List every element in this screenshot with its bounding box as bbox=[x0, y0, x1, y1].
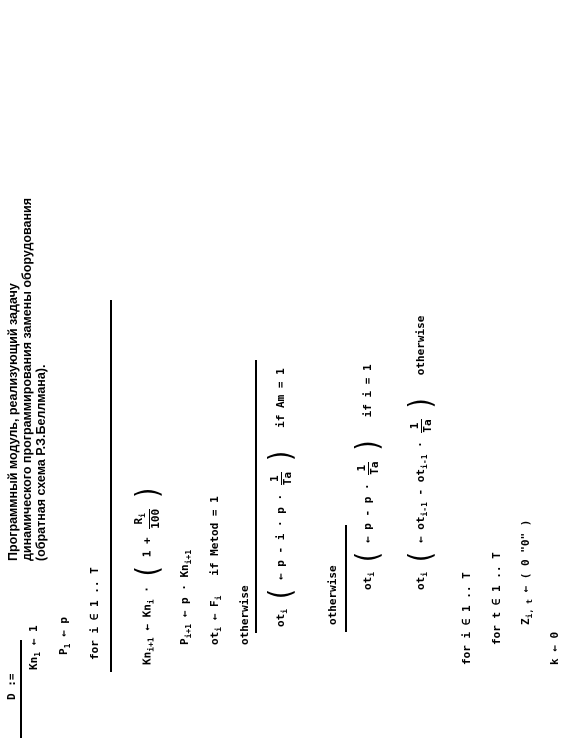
for-loop-1-bracket bbox=[110, 300, 112, 672]
r-den: 100 bbox=[149, 508, 162, 529]
init-p-line bbox=[57, 617, 72, 655]
r-over-100-fraction bbox=[133, 509, 162, 529]
last-mid: - ot bbox=[414, 468, 427, 496]
ot-lhs-2: ot bbox=[274, 613, 287, 627]
p-rest-sub: i+1 bbox=[184, 549, 193, 565]
ot-lhs-3: ot bbox=[361, 576, 374, 590]
kn-mid-sub: i bbox=[146, 599, 156, 605]
ot-sub-4: i bbox=[420, 571, 429, 577]
paren-open-3: ( bbox=[350, 549, 386, 566]
ot-last-line bbox=[403, 315, 439, 590]
otherwise-2-bracket bbox=[345, 525, 347, 632]
r-num-sub: i bbox=[138, 513, 147, 518]
ot-if: if Metod = 1 bbox=[208, 496, 221, 576]
p-text: P bbox=[57, 648, 70, 655]
paren-close-4: ) bbox=[403, 395, 439, 411]
program-name: D := bbox=[5, 673, 18, 700]
paren-close-3: ) bbox=[350, 437, 386, 453]
kn-one: 1 + bbox=[140, 537, 154, 558]
one-over-ta-fraction bbox=[269, 472, 294, 485]
kn-rest: ← 1 bbox=[27, 625, 40, 646]
p-rest: ← p · Kn bbox=[178, 564, 191, 618]
kn-text: Kn bbox=[27, 656, 40, 670]
kn-lhs-sub: i+1 bbox=[146, 637, 156, 652]
last-num: 1 bbox=[409, 419, 422, 432]
z-init-line bbox=[519, 520, 534, 625]
paren-close: ) bbox=[129, 484, 166, 501]
program-bracket-main bbox=[20, 640, 22, 738]
ot-sub-3: i bbox=[367, 571, 376, 577]
for-loop-2: for i ∈ 1 .. T bbox=[460, 572, 473, 665]
ot-lhs: ot bbox=[208, 631, 221, 645]
last-otherwise: otherwise bbox=[414, 315, 427, 376]
p-lhs-sub: i+1 bbox=[184, 623, 193, 639]
am-if: if Am = 1 bbox=[274, 368, 287, 428]
i1-if: if i = 1 bbox=[361, 364, 374, 418]
paren-open-4: ( bbox=[403, 549, 439, 566]
title-line-2: динамического программирования замены оборудования bbox=[20, 197, 34, 561]
last-den: Ta bbox=[420, 419, 434, 433]
last-dot: · bbox=[414, 441, 427, 448]
last-expr: ← ot bbox=[414, 516, 427, 544]
p-lhs: P bbox=[178, 638, 191, 645]
otherwise-1-bracket bbox=[255, 360, 257, 633]
r-num: R bbox=[132, 517, 145, 525]
kn-update-line bbox=[129, 484, 166, 665]
one-over-ta-fraction-2 bbox=[356, 462, 381, 475]
for-loop-3: for t ∈ 1 .. T bbox=[490, 552, 503, 645]
z-rest: ← ( 0 "0" ) bbox=[519, 519, 532, 593]
otherwise-1: otherwise bbox=[238, 585, 251, 645]
ot-i1-line bbox=[350, 364, 386, 590]
title-line-1: Программный модуль, реализующий задачу bbox=[6, 283, 20, 561]
otherwise-2: otherwise bbox=[326, 565, 339, 625]
z-sub: i, t bbox=[525, 599, 534, 619]
last-sub2: i-1 bbox=[420, 454, 429, 469]
page-title bbox=[6, 198, 48, 561]
kn-sub: 1 bbox=[33, 651, 42, 657]
one-over-ta-fraction-3 bbox=[409, 419, 434, 432]
kn-mid: ← Kn bbox=[140, 604, 154, 631]
p-rest: ← p bbox=[57, 617, 70, 637]
kn-lhs: Kn bbox=[140, 651, 154, 665]
ot-rest-sub: i bbox=[214, 595, 223, 601]
p-sub: 1 bbox=[63, 643, 72, 649]
i1-expr: ← p - p · bbox=[361, 483, 374, 544]
k-init-line: k ← 0 bbox=[548, 631, 561, 665]
p-update-line bbox=[178, 550, 193, 645]
z-lhs: Z bbox=[519, 618, 532, 625]
title-line-3: (обратная схема Р.З.Беллмана). bbox=[34, 364, 48, 561]
ot-sub: i bbox=[214, 626, 223, 632]
am-den: Ta bbox=[280, 472, 294, 486]
ot-rest: ← F bbox=[208, 600, 221, 621]
am-num: 1 bbox=[269, 472, 282, 485]
ot-sub-2: i bbox=[280, 608, 289, 614]
ot-metod-line bbox=[208, 496, 223, 645]
last-sub1: i-1 bbox=[420, 502, 429, 517]
ot-am-line bbox=[263, 368, 299, 627]
for-loop-1: for i ∈ 1 .. T bbox=[88, 567, 101, 660]
paren-open: ( bbox=[129, 563, 166, 580]
paren-close-2: ) bbox=[263, 447, 299, 464]
kn-dot: · bbox=[140, 586, 154, 593]
am-expr: ← p - i · p · bbox=[274, 493, 287, 581]
init-kn-line bbox=[27, 625, 42, 670]
paren-open-2: ( bbox=[263, 586, 299, 603]
ot-lhs-4: ot bbox=[414, 576, 427, 590]
i1-num: 1 bbox=[356, 462, 369, 475]
i1-den: Ta bbox=[367, 461, 381, 475]
